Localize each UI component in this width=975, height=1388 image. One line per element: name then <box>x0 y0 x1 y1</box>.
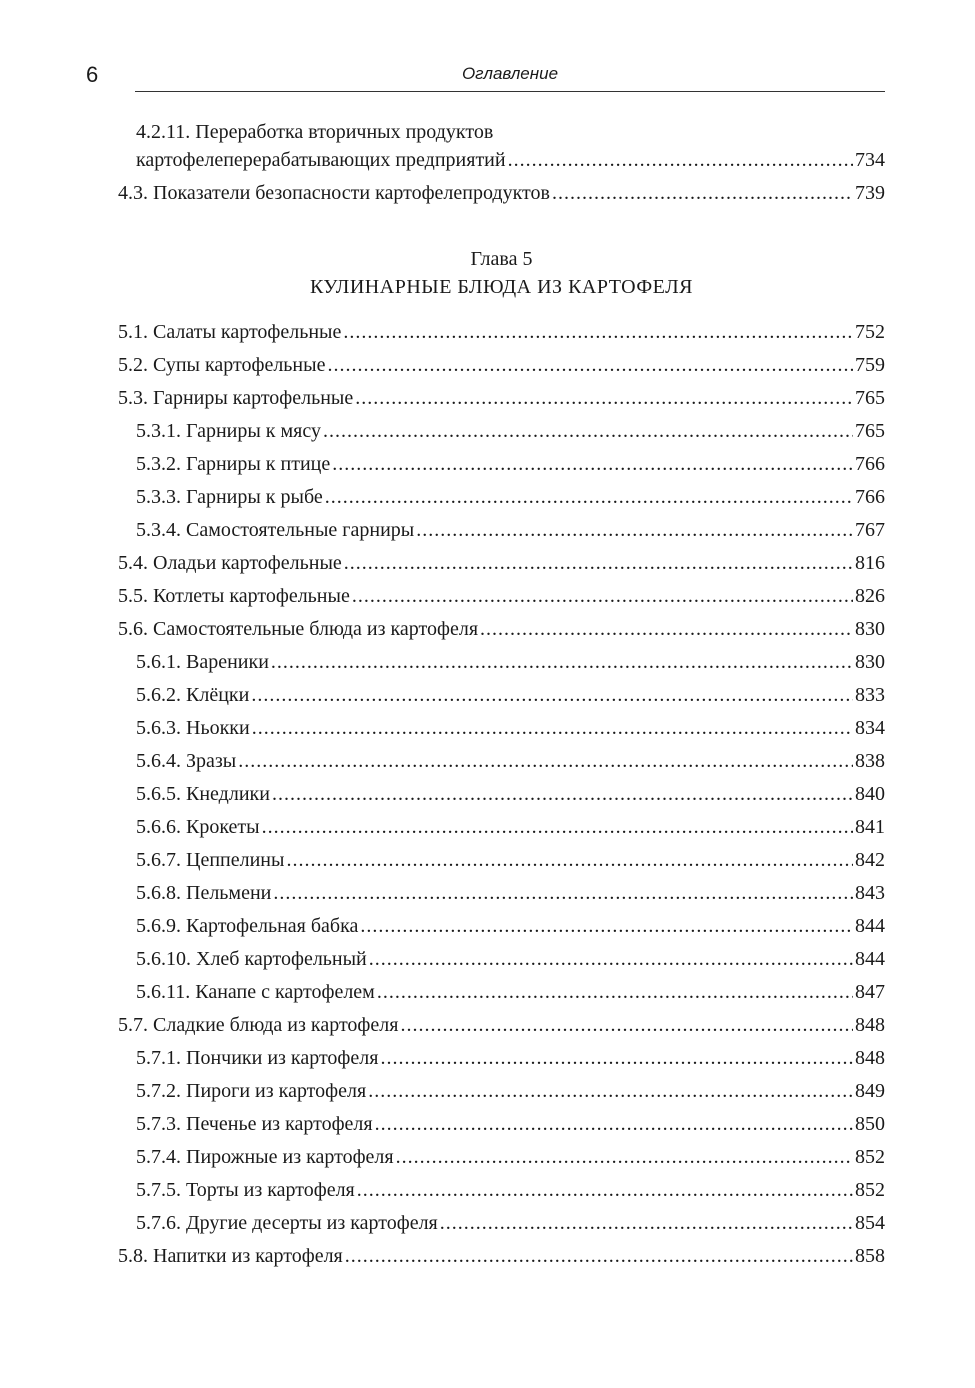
toc-entry-page: 826 <box>855 585 885 607</box>
dot-leader <box>272 780 853 808</box>
toc-entry-label: 5.6.5. Кнедлики <box>136 783 270 805</box>
toc-entry-page: 838 <box>855 750 885 772</box>
toc-entry[interactable] <box>136 879 885 907</box>
toc-entry-page: 858 <box>855 1245 885 1267</box>
toc-entry-label: 5.6.1. Вареники <box>136 651 269 673</box>
toc-entry-page: 844 <box>855 948 885 970</box>
toc-entry[interactable] <box>118 384 885 412</box>
toc-entry[interactable] <box>118 318 885 346</box>
chapter-title: КУЛИНАРНЫЕ БЛЮДА ИЗ КАРТОФЕЛЯ <box>309 276 694 298</box>
toc-entry[interactable] <box>136 912 885 940</box>
toc-entry[interactable] <box>136 780 885 808</box>
dot-leader <box>440 1209 853 1237</box>
dot-leader <box>352 582 853 610</box>
toc-entry-label: 5.6.7. Цеппелины <box>136 849 285 871</box>
dot-leader <box>271 648 853 676</box>
toc-entry-page: 766 <box>855 486 885 508</box>
toc-entry[interactable] <box>136 681 885 709</box>
toc-entry-label: 5.6.8. Пельмени <box>136 882 272 904</box>
toc-entry-label: 5.3.4. Самостоятельные гарниры <box>136 519 415 541</box>
toc-entry-page: 830 <box>855 651 885 673</box>
dot-leader <box>327 351 853 379</box>
dot-leader <box>251 681 853 709</box>
toc-entry-label: 5.6. Самостоятельные блюда из картофеля <box>118 618 479 640</box>
dot-leader <box>380 1044 853 1072</box>
dot-leader <box>345 1242 853 1270</box>
toc-entry-label: 5.3. Гарниры картофельные <box>118 387 354 409</box>
toc-entry-label: 5.7.3. Печенье из картофеля <box>136 1113 373 1135</box>
toc-entry[interactable] <box>118 549 885 577</box>
toc-entry-label: 5.1. Салаты картофельные <box>118 321 342 343</box>
toc-entry-label: 5.3.2. Гарниры к птице <box>136 453 331 475</box>
toc-entry-label: 5.6.10. Хлеб картофельный <box>136 948 367 970</box>
toc-entry-page: 765 <box>855 387 885 409</box>
toc-entry-page: 844 <box>855 915 885 937</box>
toc-entry-page: 852 <box>855 1179 885 1201</box>
dot-leader <box>355 384 853 412</box>
toc-entry-label: 5.6.9. Картофельная бабка <box>136 915 359 937</box>
toc-entry-page: 816 <box>855 552 885 574</box>
toc-entry-page: 752 <box>855 321 885 343</box>
toc-entry-label: 5.3.1. Гарниры к мясу <box>136 420 321 442</box>
toc-entry[interactable] <box>118 1011 885 1039</box>
toc-entry-page: 767 <box>855 519 885 541</box>
toc-entry[interactable] <box>136 1110 885 1138</box>
dot-leader <box>325 483 853 511</box>
toc-entry-label: 5.7. Сладкие блюда из картофеля <box>118 1014 399 1036</box>
toc-entry-page: 848 <box>855 1047 885 1069</box>
dot-leader <box>368 1077 853 1105</box>
toc-entry[interactable] <box>118 615 885 643</box>
toc-entry-label: 5.7.2. Пироги из картофеля <box>136 1080 367 1102</box>
toc-entry[interactable] <box>118 1242 885 1270</box>
toc-entry[interactable] <box>136 714 885 742</box>
toc-entry[interactable] <box>136 483 885 511</box>
chapter-number: Глава 5 <box>470 248 533 270</box>
toc-entry-page: 759 <box>855 354 885 376</box>
toc-entry-label: 5.7.6. Другие десерты из картофеля <box>136 1212 438 1234</box>
toc-entry-label: картофелеперерабатывающих предприятий <box>136 149 506 171</box>
toc-entry-label: 5.8. Напитки из картофеля <box>118 1245 343 1267</box>
toc-entry-4-2-11[interactable] <box>136 118 885 174</box>
toc-entry-4-3[interactable] <box>118 179 885 207</box>
toc-entry-page: 834 <box>855 717 885 739</box>
toc-entry-page: 766 <box>855 453 885 475</box>
toc-entry-label: 5.2. Супы картофельные <box>118 354 326 376</box>
toc-entry[interactable] <box>136 648 885 676</box>
toc-entry[interactable] <box>136 978 885 1006</box>
dot-leader <box>416 516 853 544</box>
header-rule <box>135 91 885 92</box>
toc-entry-label: 5.7.4. Пирожные из картофеля <box>136 1146 394 1168</box>
dot-leader <box>344 549 853 577</box>
dot-leader <box>323 417 853 445</box>
toc-entry-label: 5.6.6. Крокеты <box>136 816 260 838</box>
toc-entry[interactable] <box>136 450 885 478</box>
dot-leader <box>332 450 853 478</box>
dot-leader <box>552 179 853 207</box>
dot-leader <box>262 813 853 841</box>
toc-entry-page: 848 <box>855 1014 885 1036</box>
running-head: Оглавление <box>461 64 559 83</box>
toc-entry[interactable] <box>136 1176 885 1204</box>
toc-entry-page: 852 <box>855 1146 885 1168</box>
toc-entry-page: 833 <box>855 684 885 706</box>
toc-entry-label: 5.3.3. Гарниры к рыбе <box>136 486 323 508</box>
toc-entry[interactable] <box>136 516 885 544</box>
toc-entry-label: 5.7.5. Торты из картофеля <box>136 1179 355 1201</box>
toc-entry[interactable] <box>136 1209 885 1237</box>
toc-entry-label-line1: 4.2.11. Переработка вторичных продуктов <box>136 121 494 143</box>
toc-entry[interactable] <box>136 1143 885 1171</box>
dot-leader <box>360 912 853 940</box>
toc-entry[interactable] <box>118 582 885 610</box>
dot-leader <box>286 846 853 874</box>
toc-entry-label: 5.5. Котлеты картофельные <box>118 585 350 607</box>
dot-leader <box>343 318 853 346</box>
toc-entry[interactable] <box>118 351 885 379</box>
toc-entry-page: 830 <box>855 618 885 640</box>
toc-entry[interactable] <box>136 417 885 445</box>
toc-entry[interactable] <box>136 747 885 775</box>
toc-entry-page: 765 <box>855 420 885 442</box>
dot-leader <box>369 945 853 973</box>
toc-entry-label: 5.6.3. Ньокки <box>136 717 250 739</box>
toc-entry-label: 5.6.2. Клёцки <box>136 684 250 706</box>
toc-entry[interactable] <box>136 1044 885 1072</box>
toc-entry[interactable] <box>136 813 885 841</box>
dot-leader <box>480 615 853 643</box>
dot-leader <box>252 714 853 742</box>
toc-entry-page: 840 <box>855 783 885 805</box>
dot-leader <box>396 1143 853 1171</box>
page-number: 6 <box>86 62 99 87</box>
toc-entry-page: 849 <box>855 1080 885 1102</box>
toc-entry-label: 4.3. Показатели безопасности картофелепродуктов <box>118 182 550 204</box>
toc-entry-label: 5.4. Оладьи картофельные <box>118 552 342 574</box>
toc-entry-page: 842 <box>855 849 885 871</box>
dot-leader <box>238 747 853 775</box>
dot-leader <box>357 1176 853 1204</box>
toc-entry-page: 850 <box>855 1113 885 1135</box>
dot-leader <box>375 1110 853 1138</box>
toc-entry-page: 847 <box>855 981 885 1003</box>
dot-leader <box>400 1011 853 1039</box>
toc-entry-label: 5.6.4. Зразы <box>136 750 237 772</box>
toc-entry-label: 5.7.1. Пончики из картофеля <box>136 1047 379 1069</box>
dot-leader <box>508 146 853 174</box>
toc-entry-page: 734 <box>855 149 885 171</box>
toc-entry-page: 739 <box>855 182 885 204</box>
toc-entry[interactable] <box>136 1077 885 1105</box>
toc-entry-page: 841 <box>855 816 885 838</box>
dot-leader <box>377 978 853 1006</box>
toc-entry[interactable] <box>136 846 885 874</box>
toc-entry[interactable] <box>136 945 885 973</box>
toc-entry-page: 854 <box>855 1212 885 1234</box>
toc-entry-label: 5.6.11. Канапе с картофелем <box>136 981 375 1003</box>
dot-leader <box>273 879 853 907</box>
toc-entry-page: 843 <box>855 882 885 904</box>
